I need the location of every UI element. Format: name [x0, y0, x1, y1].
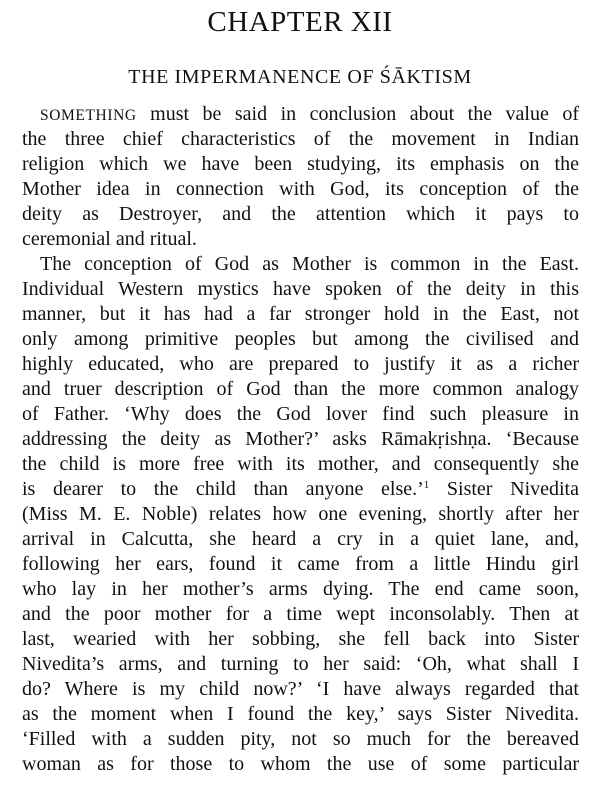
- chapter-title: THE IMPERMANENCE OF ŚĀKTISM: [128, 66, 472, 88]
- paragraph-2-line-20: ‘Filled with a sudden pity, not so much for the bereaved: [22, 728, 579, 750]
- paragraph-2-line-10-text: is dearer to the child than anyone else.’: [22, 478, 424, 500]
- paragraph-2-line-15: and the poor mother for a time wept inconsolably. Then at: [22, 603, 579, 625]
- paragraph-1-line-1-text: must be said in conclusion about the value of: [136, 103, 579, 125]
- paragraph-2-line-13: following her ears, found it came from a little Hindu girl: [22, 553, 579, 575]
- paragraph-2-line-4: only among primitive peoples but among the civilised and: [22, 328, 579, 350]
- paragraph-2-line-19: as the moment when I found the key,’ says Sister Nivedita.: [22, 703, 579, 725]
- small-caps-first-word: SOMETHING: [40, 107, 137, 124]
- paragraph-2-line-1: The conception of God as Mother is common in the East.: [40, 253, 579, 275]
- paragraph-2-line-9: the child is more free with its mother, and consequently she: [22, 453, 579, 475]
- paragraph-2-line-6: and truer description of God than the more common analogy: [22, 378, 579, 400]
- paragraph-2-line-18: do? Where is my child now?’ ‘I have always regarded that: [22, 678, 579, 700]
- paragraph-2-line-3: manner, but it has had a far stronger hold in the East, not: [22, 303, 579, 325]
- paragraph-2-line-16: last, wearied with her sobbing, she fell back into Sister: [22, 628, 579, 650]
- paragraph-1-line-6: ceremonial and ritual.: [22, 228, 197, 250]
- paragraph-2-line-5: highly educated, who are prepared to justify it as a richer: [22, 353, 579, 375]
- paragraph-2-line-21: woman as for those to whom the use of some particular: [22, 753, 579, 775]
- paragraph-2-line-12: arrival in Calcutta, she heard a cry in a quiet lane, and,: [22, 528, 579, 550]
- paragraph-2-line-2: Individual Western mystics have spoken of the deity in this: [22, 278, 579, 300]
- paragraph-1-line-4: Mother idea in connection with God, its conception of the: [22, 178, 579, 200]
- paragraph-2-line-7: of Father. ‘Why does the God lover find such pleasure in: [22, 403, 579, 425]
- paragraph-2-line-14: who lay in her mother’s arms dying. The end came soon,: [22, 578, 579, 600]
- paragraph-1-line-3: religion which we have been studying, its emphasis on the: [22, 153, 579, 175]
- paragraph-2-line-10: [22, 476, 579, 502]
- paragraph-1-line-5: deity as Destroyer, and the attention which it pays to: [22, 203, 579, 225]
- paragraph-2-line-17: Nivedita’s arms, and turning to her said: ‘Oh, what shall I: [22, 653, 579, 675]
- footnote-reference: 1: [423, 479, 430, 491]
- paragraph-2-line-11: (Miss M. E. Noble) relates how one evening, shortly after her: [22, 503, 579, 525]
- paragraph-1-line-2: the three chief characteristics of the movement in Indian: [22, 128, 579, 150]
- paragraph-2-line-8: addressing the deity as Mother?’ asks Rāmakṛishṇa. ‘Because: [22, 428, 579, 450]
- chapter-heading: CHAPTER XII: [207, 6, 393, 38]
- paragraph-2-line-10-tail: Sister Nivedita: [429, 478, 579, 500]
- paragraph-1-line-1: [40, 101, 579, 127]
